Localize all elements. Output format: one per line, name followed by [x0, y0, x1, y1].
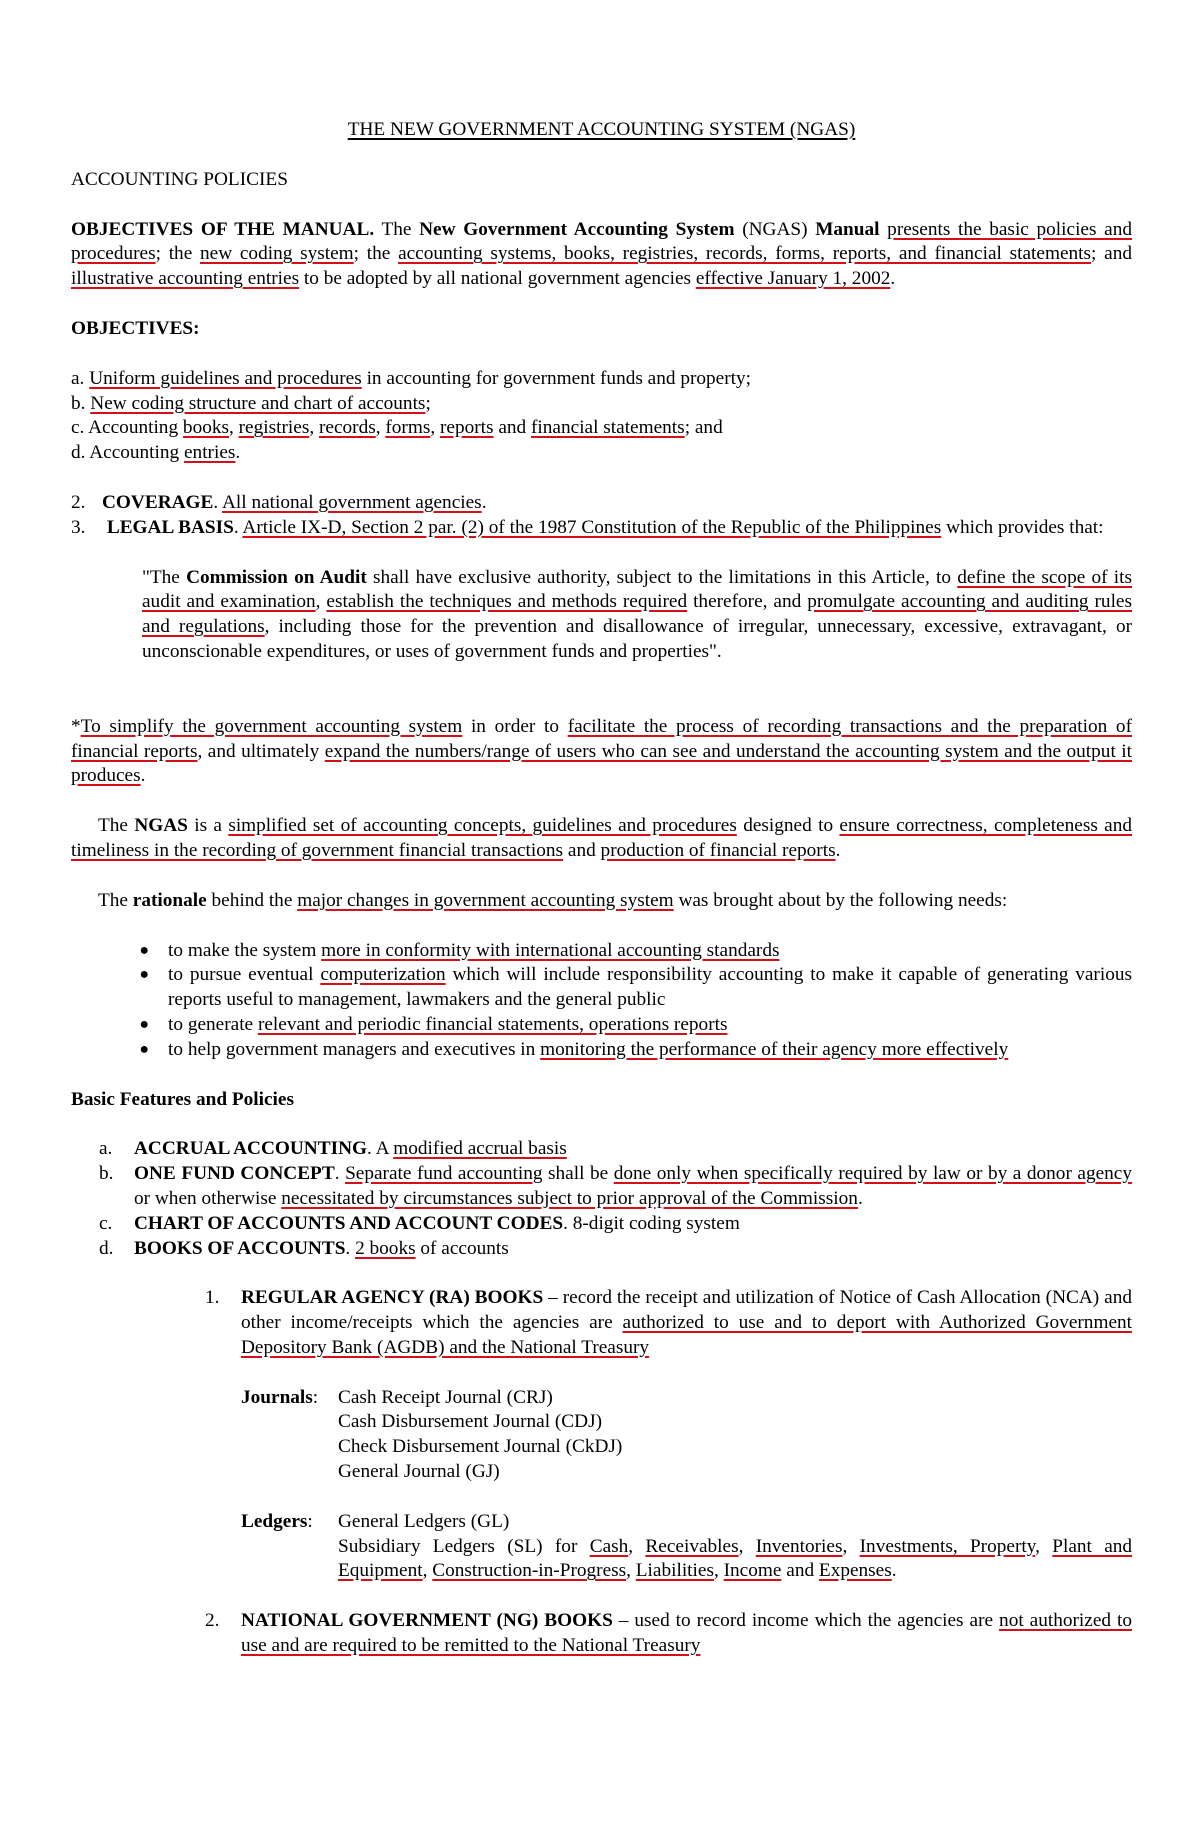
list-item: d. BOOKS OF ACCOUNTS. 2 books of accounts [99, 1237, 509, 1259]
objective-item-c: c. Accounting books, registries, records, forms, reports and financial statements; and [71, 417, 723, 439]
document-title: THE NEW GOVERNMENT ACCOUNTING SYSTEM (NGAS) [347, 119, 856, 140]
ledgers-block: Ledgers: General Ledgers (GL) Subsidiary Ledgers (SL) for Cash, Receivables, Inventories, Investments, Property, Plant and Equipment, Construction-in-Progress, Liabilities, Income and Expenses. [241, 1510, 1133, 1582]
list-item: a. ACCRUAL ACCOUNTING. A modified accrual basis [99, 1138, 567, 1160]
ra-books-item: 1. REGULAR AGENCY (RA) BOOKS – record the receipt and utilization of Notice of Cash Allocation (NCA) and other income/receipts which the agencies are authorized to use and to deport with Authorized Government Depository Bank (AGDB) and the National Treasury [205, 1287, 1133, 1358]
ng-books-item: 2. NATIONAL GOVERNMENT (NG) BOOKS – used to record income which the agencies are not authorized to use and are required to be remitted to the National Treasury [205, 1610, 1132, 1657]
bullet-icon: ● [139, 1015, 149, 1033]
needs-list [71, 939, 1132, 1063]
bullet-icon: ● [139, 1040, 149, 1058]
list-item: c. CHART OF ACCOUNTS AND ACCOUNT CODES. 8-digit coding system [99, 1212, 740, 1234]
objective-item-a: a. Uniform guidelines and procedures in accounting for government funds and property; [71, 367, 752, 389]
section-heading-accounting-policies: ACCOUNTING POLICIES [71, 168, 288, 190]
bullet-icon: ● [139, 941, 149, 959]
list-item: ● to help government managers and executives in monitoring the performance of their agency more effectively [71, 1038, 1132, 1063]
legal-basis-item: 3. LEGAL BASIS. Article IX-D, Section 2 par. (2) of the 1987 Constitution of the Republic of the Philippines which provides that: [71, 516, 1104, 538]
features-heading: Basic Features and Policies [71, 1088, 294, 1110]
rationale-paragraph: The rationale behind the major changes in government accounting system was brought about by the following needs: [98, 889, 1008, 911]
list-item: ● to pursue eventual computerization which will include responsibility accounting to make it capable of generating various reports useful to management, lawmakers and the general public [71, 963, 1132, 1013]
features-list [71, 1137, 1132, 1261]
ngas-definition-paragraph: The NGAS is a simplified set of accounting concepts, guidelines and procedures designed to ensure correctness, completeness and timeliness in the recording of government financial transactions and production of financial reports. [71, 815, 1132, 861]
list-item: b. ONE FUND CONCEPT. Separate fund accounting shall be done only when specifically required by law or by a donor agency or when otherwise necessitated by circumstances subject to prior approval of the Commission. [99, 1163, 1133, 1209]
list-item: ● to generate relevant and periodic financial statements, operations reports [71, 1013, 1132, 1038]
coverage-item: 2. COVERAGE. All national government agencies. [71, 491, 487, 513]
books-list [205, 1286, 1132, 1360]
constitution-quote: "The Commission on Audit shall have exclusive authority, subject to the limitations in this Article, to define the scope of its audit and examination, establish the techniques and methods required therefore, and promulgate accounting and auditing rules and regulations, including those for the prevention and disallowance of irregular, unnecessary, excessive, extravagant, or unconscionable expenditures, or uses of government funds and properties". [142, 566, 1133, 662]
journals-block: Journals: Cash Receipt Journal (CRJ) Cash Disbursement Journal (CDJ) Check Disbursement Journal (CkDJ) General Journal (GJ) [241, 1386, 623, 1483]
ng-books-list [205, 1609, 1132, 1659]
objective-item-b: b. New coding structure and chart of accounts; [71, 392, 431, 414]
bullet-icon: ● [139, 966, 149, 984]
simplify-paragraph: *To simplify the government accounting system in order to facilitate the process of recording transactions and the preparation of financial reports, and ultimately expand the numbers/range of users who can see and understand the accounting system and the output it produces. [71, 715, 1132, 787]
objective-item-d: d. Accounting entries. [71, 442, 241, 464]
list-item: ● to make the system more in conformity with international accounting standards [71, 939, 1132, 964]
objectives-heading: OBJECTIVES: [71, 317, 200, 339]
objectives-of-manual-paragraph: OBJECTIVES OF THE MANUAL. The New Government Accounting System (NGAS) Manual presents the basic policies and procedures; the new coding system; the accounting systems, books, registries, records, forms, reports, and financial statements; and illustrative accounting entries to be adopted by all national government agencies effective January 1, 2002. [71, 218, 1132, 290]
